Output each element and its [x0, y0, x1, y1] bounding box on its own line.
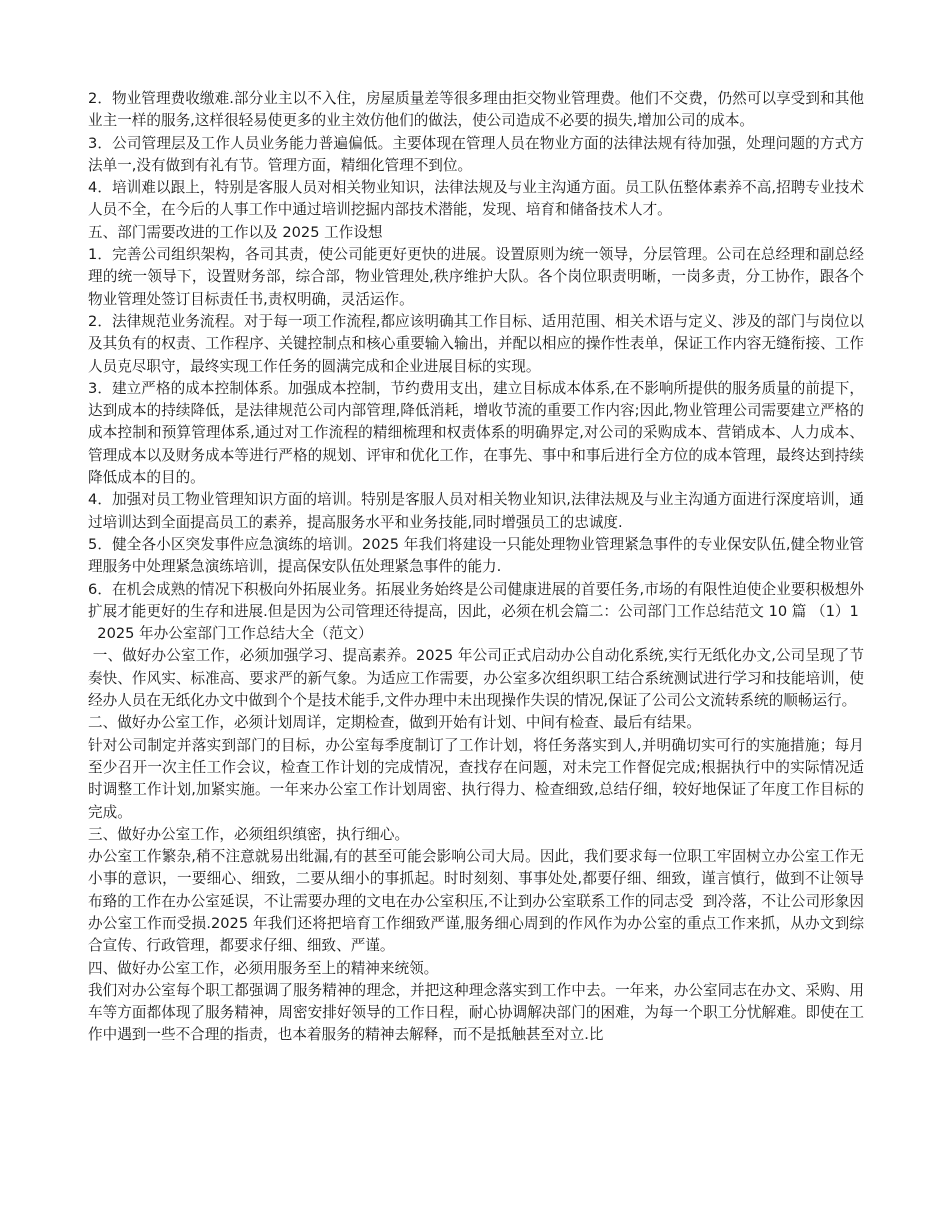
document-page	[88, 88, 864, 1047]
document-title: 2025 年办公室部门工作总结大全（范文）	[88, 625, 373, 643]
paragraph-plan-2-process: 2．法律规范业务流程。对于每一项工作流程,都应该明确其工作目标、适用范围、相关术语与定义、涉及的部门与岗位以及其负有的权责、工作程序、关键控制点和核心重要输入输出，并配以相应的操作性表单，保证工作内容无缝衔接、工作人员克尽职守，最终实现工作任务的圆满完成和企业进展目标的实现。	[88, 312, 864, 375]
paragraph-plan-1-structure: 1．完善公司组织架构，各司其责，使公司能更好更快的进展。设置原则为统一领导，分层管理。公司在总经理和副总经理的统一领导下，设置财务部，综合部，物业管理处,秩序维护大队。各个岗位职责明晰，一岗多责，分工协作，跟各个物业管理处签订目标责任书,责权明确，灵活运作。	[88, 246, 864, 308]
paragraph-office-3-organization: 办公室工作繁杂,稍不注意就易出纰漏,有的甚至可能会影响公司大局。因此，我们要求每一位职工牢固树立办公室工作无小事的意识，一要细心、细致，二要从细小的事抓起。时时刻刻、事事处处,都要仔细、细致，谨言慎行，做到不让领导布臵的工作在办公室延误，不让需要办理的文电在办公室积压,不让到办公室联系工作的同志受 到冷落，不让公司形象因办公室工作而受损.2025 年我们还将把培育工作细致严谨,服务细心周到的作风作为办公室的重点工作来抓，从办文到综合宣传、行政管理，都要求仔细、细致、严谨。	[88, 848, 864, 955]
paragraph-issue-2-fees: 2．物业管理费收缴难.部分业主以不入住，房屋质量差等很多理由拒交物业管理费。他们不交费，仍然可以享受到和其他业主一样的服务,这样很轻易使更多的业主效仿他们的做法，使公司造成不必要的损失,增加公司的成本。	[88, 90, 864, 130]
paragraph-office-2-planning: 针对公司制定并落实到部门的目标，办公室每季度制订了工作计划，将任务落实到人,并明确切实可行的实施措施；每月至少召开一次主任工作会议，检查工作计划的完成情况，查找存在问题，对未完工作督促完成;根据执行中的实际情况适时调整工作计划,加紧实施。一年来办公室工作计划周密、执行得力、检查细致,总结仔细，较好地保证了年度工作目标的完成。	[88, 736, 864, 821]
paragraph-issue-4-training: 4．培训难以跟上，特别是客服人员对相关物业知识，法律法规及与业主沟通方面。员工队伍整体素养不高,招聘专业技术人员不全，在今后的人事工作中通过培训挖掘内部技术潜能，发现、培育和储备技术人才。	[88, 179, 864, 219]
paragraph-plan-3-cost: 3．建立严格的成本控制体系。加强成本控制，节约费用支出，建立目标成本体系,在不影响所提供的服务质量的前提下，达到成本的持续降低，是法律规范公司内部管理,降低消耗，增收节流的重要工作内容;因此,物业管理公司需要建立严格的成本控制和预算管理体系,通过对工作流程的精细梳理和权责体系的明确界定,对公司的采购成本、营销成本、人力成本、管理成本以及财务成本等进行严格的规划、评审和优化工作，在事先、事中和事后进行全方位的成本管理，最终达到持续降低成本的目的。	[88, 379, 864, 487]
paragraph-plan-4-training: 4．加强对员工物业管理知识方面的培训。特别是客服人员对相关物业知识,法律法规及与业主沟通方面进行深度培训，通过培训达到全面提高员工的素养，提高服务水平和业务技能,同时增强员工的忠诚度.	[88, 491, 864, 531]
paragraph-office-1-study: 一、做好办公室工作，必须加强学习、提高素养。2025 年公司正式启动办公自动化系统,实行无纸化办文,公司呈现了节奏快、作风实、标准高、要求严的新气象。为适应工作需要，办公室多次组织职工结合系统测试进行学习和技能培训，使经办人员在无纸化办文中做到个个是技术能手,文件办理中未出现操作失误的情况,保证了公司公文流转系统的顺畅运行。	[88, 647, 865, 710]
section-heading-improvements: 五、部门需要改进的工作以及 2025 工作设想	[88, 223, 383, 241]
paragraph-plan-5-emergency: 5．健全各小区突发事件应急演练的培训。2025 年我们将建设一只能处理物业管理紧急事件的专业保安队伍,健全物业管理服务中处理紧急演练培训，提高保安队伍处理紧急事件的能力.	[88, 535, 864, 576]
paragraph-issue-3-skills: 3．公司管理层及工作人员业务能力普遍偏低。主要体现在管理人员在物业方面的法律法规有待加强，处理问题的方式方法单一,没有做到有礼有节。管理方面，精细化管理不到位。	[88, 134, 864, 174]
heading-office-3-organization: 三、做好办公室工作，必须组织缜密，执行细心。	[88, 825, 410, 843]
paragraph-office-4-service: 我们对办公室每个职工都强调了服务精神的理念，并把这种理念落实到工作中去。一年来，办公室同志在办文、采购、用车等方面都体现了服务精神，周密安排好领导的工作日程，耐心协调解决部门的困难，为每一个职工分忧解难。即使在工作中遇到一些不合理的指责，也本着服务的精神去解释，而不是抵触甚至对立.比	[88, 981, 864, 1044]
paragraph-plan-6-expansion: 6．在机会成熟的情况下积极向外拓展业务。拓展业务始终是公司健康进展的首要任务,市场的有限性迫使企业要积极想外扩展才能更好的生存和进展.但是因为公司管理还待提高，因此，必须在机会篇二：公司部门工作总结范文 10 篇 （1）1	[88, 580, 864, 620]
heading-office-4-service: 四、做好办公室工作，必须用服务至上的精神来统领。	[88, 959, 439, 977]
heading-office-2-planning: 二、做好办公室工作，必须计划周详，定期检查，做到开始有计划、中间有检查、最后有结果。	[88, 714, 701, 732]
